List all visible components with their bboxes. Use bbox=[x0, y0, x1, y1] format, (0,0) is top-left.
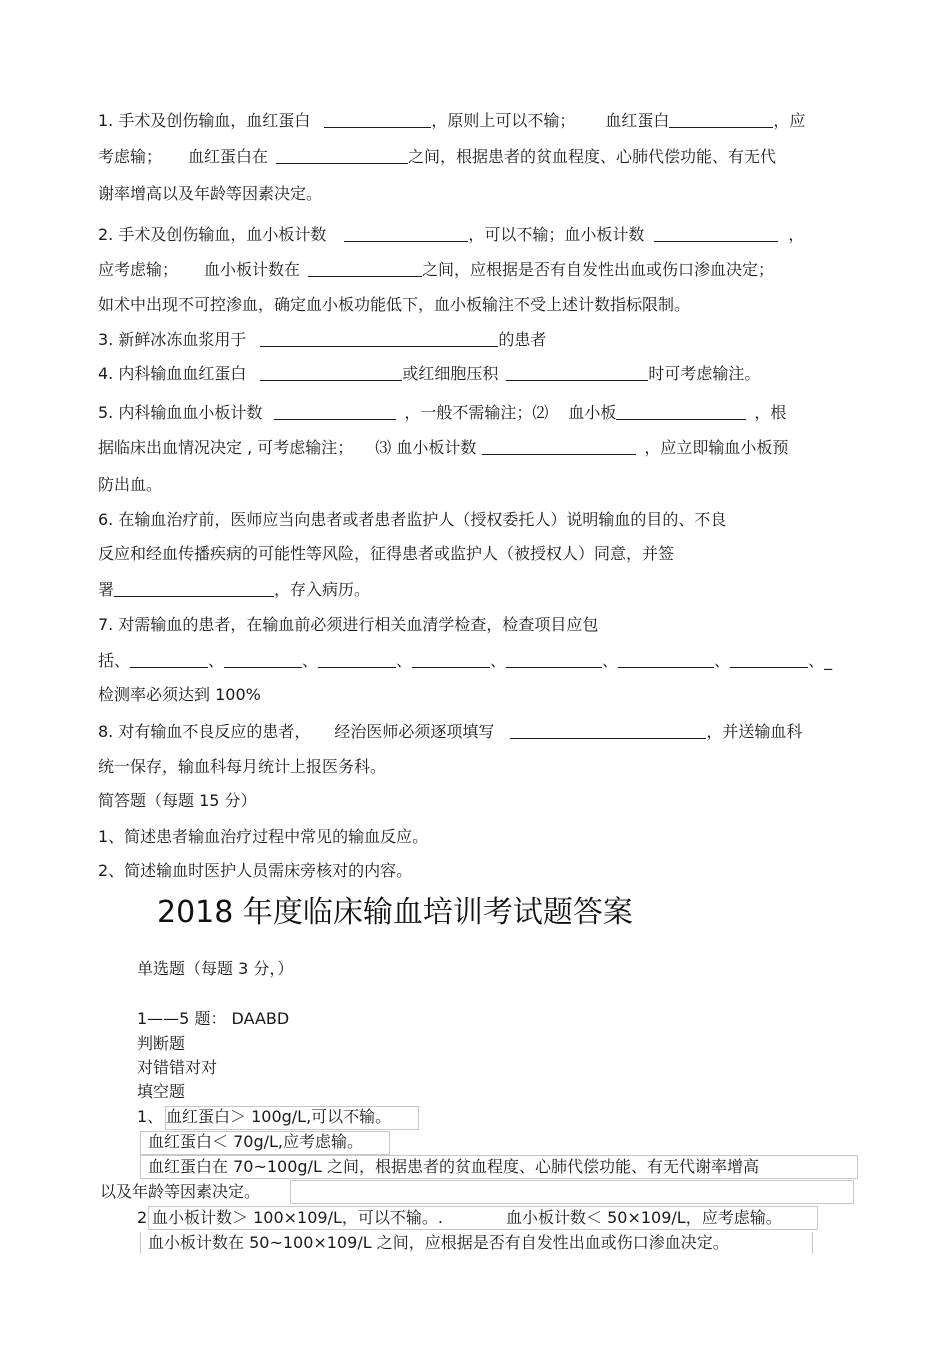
q6-line1: 6. 在输血治疗前，医师应当向患者或者患者监护人（授权委托人）说明输血的目的、不良 bbox=[98, 510, 727, 529]
short-answer-q1: 1、简述患者输血治疗过程中常见的输血反应。 bbox=[98, 827, 429, 846]
fill-blank[interactable] bbox=[506, 651, 602, 668]
q4-text-a: 4. 内科输血血红蛋白 bbox=[98, 364, 247, 383]
fill-blank[interactable] bbox=[274, 403, 396, 420]
fill-blank[interactable] bbox=[308, 260, 422, 277]
fill-blank[interactable] bbox=[616, 403, 746, 420]
q7-line1: 7. 对需输血的患者，在输血前必须进行相关血清学检查，检查项目应包 bbox=[98, 615, 599, 634]
q1-line2 bbox=[98, 146, 776, 168]
q8-text-a: 8. 对有输血不良反应的患者， bbox=[98, 722, 311, 741]
answer-1-number: 1、 bbox=[137, 1107, 164, 1126]
q6-line3 bbox=[98, 579, 370, 601]
fill-blank[interactable] bbox=[260, 330, 498, 347]
fill-blank[interactable] bbox=[730, 651, 808, 668]
q2-line1 bbox=[98, 224, 804, 246]
answer-1-line1: 血红蛋白＞ 100g/L,可以不输。 bbox=[166, 1107, 392, 1126]
q1-text-d: ，应 bbox=[773, 111, 806, 130]
q4-text-c: 时可考虑输注。 bbox=[648, 364, 761, 383]
q5-text-g: ，应立即输血小板预 bbox=[644, 438, 789, 457]
fill-blank[interactable] bbox=[318, 651, 396, 668]
q8-text-c: ，并送输血科 bbox=[706, 722, 803, 741]
q7-sep: 、 bbox=[714, 651, 731, 670]
answer-1-line4: 以及年龄等因素决定。 bbox=[100, 1182, 261, 1201]
q3-text-a: 3. 新鲜冰冻血浆用于 bbox=[98, 330, 247, 349]
fill-blank[interactable] bbox=[506, 364, 648, 381]
q1-line3: 谢率增高以及年龄等因素决定。 bbox=[98, 184, 323, 203]
q7-text-b: 括、 bbox=[98, 651, 131, 670]
q5-text-a: 5. 内科输血血小板计数 bbox=[98, 403, 263, 422]
judge-heading: 判断题 bbox=[137, 1034, 186, 1053]
q2-text-d: 应考虑输； bbox=[98, 260, 179, 279]
answer-box bbox=[290, 1180, 854, 1204]
q2-text-c: ， bbox=[788, 225, 805, 244]
fill-blank[interactable] bbox=[654, 225, 778, 242]
q6-text-c: 署 bbox=[98, 580, 115, 599]
answer-2-line2: 血小板计数在 50~100×109/L 之间，应根据是否有自发性出血或伤口渗血决定。 bbox=[148, 1233, 729, 1252]
q1-text-e: 考虑输； bbox=[98, 147, 163, 166]
q8-line1 bbox=[98, 721, 802, 743]
q5-line3: 防出血。 bbox=[98, 475, 163, 494]
q7-sep: 、 bbox=[208, 651, 225, 670]
q1-text-g: 之间，根据患者的贫血程度、心肺代偿功能、有无代 bbox=[408, 147, 777, 166]
q7-sep: 、 bbox=[396, 651, 413, 670]
q5-line2 bbox=[98, 437, 788, 459]
q6-text-d: ，存入病历。 bbox=[274, 580, 371, 599]
q5-text-c: 血小板 bbox=[568, 403, 617, 422]
fill-blank[interactable] bbox=[324, 111, 431, 128]
fill-blank[interactable] bbox=[276, 147, 408, 164]
fill-blank[interactable] bbox=[669, 111, 773, 128]
fill-heading: 填空题 bbox=[137, 1082, 186, 1101]
q2-text-f: 之间，应根据是否有自发性出血或伤口渗血决定； bbox=[422, 260, 775, 279]
q1-text-c: 血红蛋白 bbox=[605, 111, 670, 130]
short-answer-heading: 简答题（每题 15 分） bbox=[98, 791, 257, 810]
q7-end: 、_ bbox=[808, 651, 833, 670]
judge-answer: 对错错对对 bbox=[137, 1058, 218, 1077]
q7-line2 bbox=[98, 650, 832, 672]
q1-text-a: 1. 手术及创伤输血，血红蛋白 bbox=[98, 111, 311, 130]
fill-blank[interactable] bbox=[344, 225, 468, 242]
q5-text-e: 据临床出血情况决定 , 可考虑输注； bbox=[98, 438, 354, 457]
fill-blank[interactable] bbox=[412, 651, 490, 668]
q7-sep: 、 bbox=[490, 651, 507, 670]
q4-text-b: 或红细胞压积 bbox=[402, 364, 499, 383]
q4-line bbox=[98, 363, 760, 385]
fill-blank[interactable] bbox=[130, 651, 208, 668]
answer-box-edge bbox=[140, 1232, 141, 1254]
q2-text-e: 血小板计数在 bbox=[204, 260, 301, 279]
q1-text-f: 血红蛋白在 bbox=[188, 147, 269, 166]
q1-line1 bbox=[98, 110, 805, 132]
single-choice-answer: 1——5 题： DAABD bbox=[137, 1009, 290, 1028]
answer-2-line1b: 血小板计数＜ 50×109/L，应考虑输。 bbox=[506, 1208, 782, 1227]
answer-2-number: 2 bbox=[137, 1208, 148, 1227]
answer-1-line2: 血红蛋白＜ 70g/L,应考虑输。 bbox=[148, 1132, 363, 1151]
q7-sep: 、 bbox=[302, 651, 319, 670]
short-answer-q2: 2、简述输血时医护人员需床旁核对的内容。 bbox=[98, 861, 413, 880]
q1-text-b: ，原则上可以不输； bbox=[431, 111, 576, 130]
fill-blank[interactable] bbox=[260, 364, 402, 381]
fill-blank[interactable] bbox=[510, 722, 706, 739]
fill-blank[interactable] bbox=[618, 651, 714, 668]
single-choice-heading: 单选题（每题 3 分，） bbox=[137, 959, 294, 978]
fill-blank[interactable] bbox=[114, 580, 274, 597]
q5-text-b: ，一般不需输注；⑵ bbox=[404, 403, 549, 422]
q3-line bbox=[98, 329, 546, 351]
q3-text-b: 的患者 bbox=[498, 330, 547, 349]
answers-title: 2018 年度临床输血培训考试题答案 bbox=[157, 895, 633, 930]
q7-line3: 检测率必须达到 100% bbox=[98, 685, 261, 704]
q7-sep: 、 bbox=[602, 651, 619, 670]
q2-text-b: ，可以不输；血小板计数 bbox=[468, 225, 645, 244]
q5-text-d: ，根 bbox=[754, 403, 787, 422]
fill-blank[interactable] bbox=[482, 438, 636, 455]
q5-text-f: ⑶ 血小板计数 bbox=[375, 438, 477, 457]
answer-box-edge bbox=[812, 1232, 813, 1254]
q8-line2: 统一保存，输血科每月统计上报医务科。 bbox=[98, 757, 387, 776]
q2-line2 bbox=[98, 259, 774, 281]
q5-line1 bbox=[98, 402, 786, 424]
fill-blank[interactable] bbox=[224, 651, 302, 668]
q8-text-b: 经治医师必须逐项填写 bbox=[334, 722, 495, 741]
q2-line3: 如术中出现不可控渗血，确定血小板功能低下，血小板输注不受上述计数指标限制。 bbox=[98, 295, 691, 314]
q2-text-a: 2. 手术及创伤输血，血小板计数 bbox=[98, 225, 327, 244]
q6-line2: 反应和经血传播疾病的可能性等风险，征得患者或监护人（被授权人）同意，并签 bbox=[98, 544, 675, 563]
answer-1-line3: 血红蛋白在 70~100g/L 之间，根据患者的贫血程度、心肺代偿功能、有无代谢率增高 bbox=[148, 1157, 759, 1176]
answer-2-line1a: 血小板计数＞ 100×109/L，可以不输。. bbox=[152, 1208, 443, 1227]
